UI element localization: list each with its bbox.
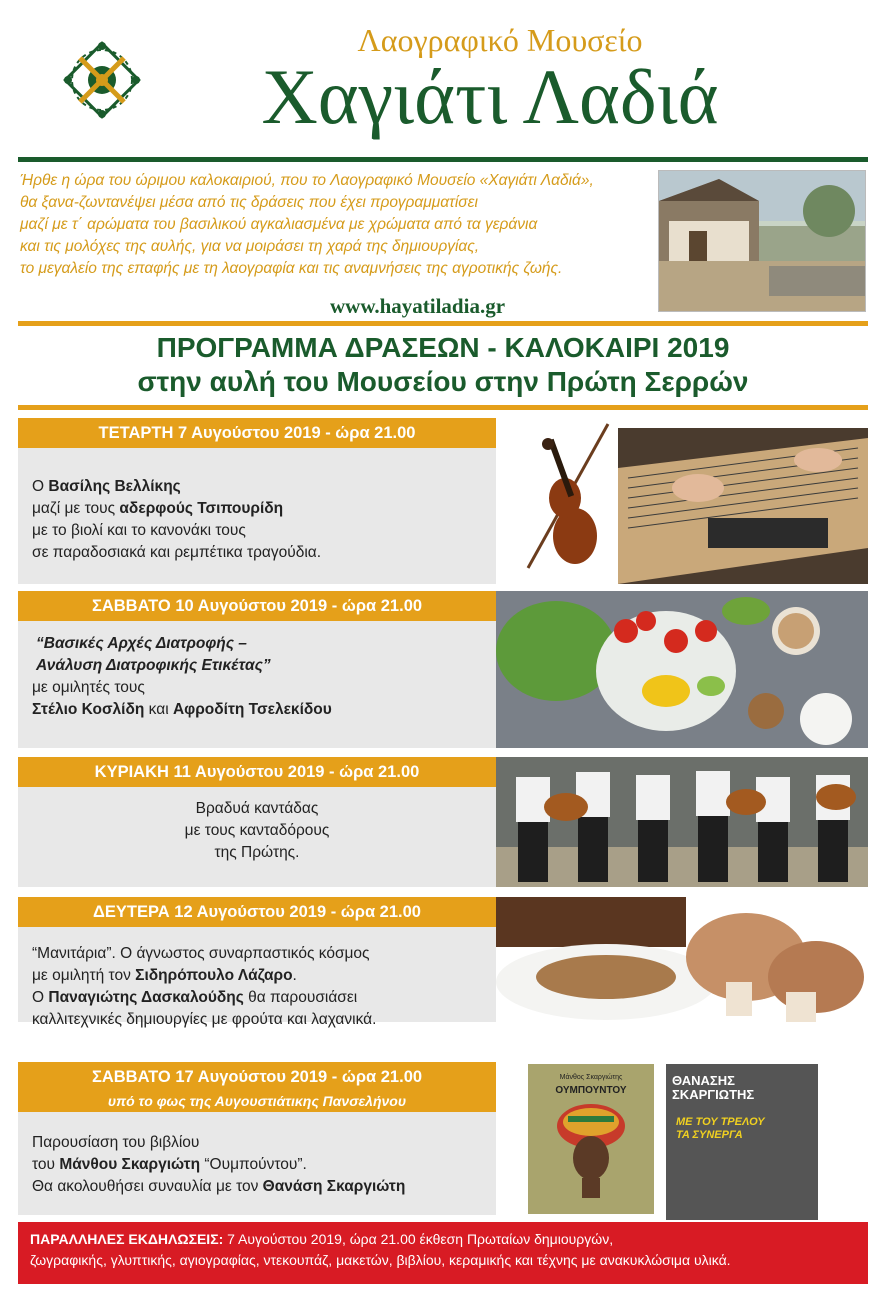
event-2-header: ΣΑΒΒΑΤΟ 10 Αυγούστου 2019 - ώρα 21.00	[18, 591, 496, 621]
book-author: ΣΚΑΡΓΙΩΤΗΣ	[672, 1087, 755, 1102]
museum-title: Χαγιάτι Λαδιά	[261, 53, 719, 140]
book-author: Μάνθος Σκαργιώτης	[559, 1074, 623, 1081]
event-line: Ο Βασίλης Βελλίκης	[32, 478, 181, 495]
event-line: μαζί με τους αδερφούς Τσιπουρίδη	[32, 500, 284, 517]
serenaders-image	[496, 757, 868, 887]
event-1-body	[18, 448, 496, 584]
intro-line: Ήρθε η ώρα του ώριμου καλοκαιριού, που το Λαογραφικό Μουσείο «Χαγιάτι Λαδιά»,	[20, 172, 594, 189]
event-4-header: ΔΕΥΤΕΡΑ 12 Αυγούστου 2019 - ώρα 21.00	[18, 897, 496, 927]
mushrooms-image	[496, 897, 868, 1024]
museum-subtitle: Λαογραφικό Μουσείο	[357, 22, 643, 58]
event-line: Ο Παναγιώτης Δασκαλούδης θα παρουσιάσει	[32, 989, 358, 1006]
event-5-body	[18, 1112, 496, 1215]
program-title-line2: στην αυλή του Μουσείου στην Πρώτη Σερρών	[137, 366, 749, 397]
divider	[18, 405, 868, 410]
event-4-body	[18, 927, 496, 1028]
program-title-line1: ΠΡΟΓΡΑΜΜΑ ΔΡΑΣΕΩΝ - ΚΑΛΟΚΑΙΡΙ 2019	[156, 332, 730, 363]
event-5-subheader: υπό το φως της Αυγουστιάτικης Πανσελήνου	[107, 1093, 407, 1109]
event-3-header: ΚΥΡΙΑΚΗ 11 Αυγούστου 2019 - ώρα 21.00	[18, 757, 496, 787]
divider	[18, 157, 868, 162]
event-line: Ανάλυση Διατροφικής Ετικέτας”	[36, 657, 271, 674]
food-image	[496, 591, 868, 748]
kanonaki-image	[618, 428, 868, 584]
divider	[18, 321, 868, 326]
museum-logo	[60, 38, 144, 122]
footer-line1: ΠΑΡΑΛΛΗΛΕΣ ΕΚΔΗΛΩΣΕΙΣ: 7 Αυγούστου 2019, ώρα 21.00 έκθεση Πρωταίων δημιουργών,	[30, 1231, 614, 1247]
event-line: Στέλιο Κοσλίδη και Αφροδίτη Τσελεκίδου	[32, 701, 332, 718]
book-title: ΜΕ ΤΟΥ ΤΡΕΛΟΥ	[676, 1116, 765, 1128]
intro-line: το μεγαλείο της επαφής με τη λαογραφία και τις αναμνήσεις της αγροτικής ζωής.	[20, 260, 563, 277]
event-line: του Μάνθου Σκαργιώτη “Ουμπούντου”.	[32, 1156, 307, 1173]
museum-painting-image	[658, 170, 866, 312]
intro-line: και τις μολόχες της αυλής, για να μοιράσει τη χαρά της δημιουργίας,	[20, 238, 480, 255]
book-tou-trelou-cover	[666, 1064, 818, 1220]
event-3-body	[18, 787, 496, 887]
program-title	[18, 331, 868, 399]
event-5-header	[18, 1062, 496, 1112]
event-line: “Βασικές Αρχές Διατροφής –	[36, 635, 247, 652]
event-line: “Μανιτάρια”. Ο άγνωστος συναρπαστικός κόσμος	[32, 945, 370, 962]
book-title: ΤΑ ΣΥΝΕΡΓΑ	[676, 1129, 743, 1141]
event-line: με ομιλητή τον Σιδηρόπουλο Λάζαρο.	[32, 967, 297, 984]
book-title: ΟΥΜΠΟΥΝΤΟΥ	[555, 1085, 627, 1096]
intro-text	[20, 170, 660, 280]
event-line: με ομιλητές τους	[32, 679, 145, 696]
intro-line: μαζί με τ΄ αρώματα του βασιλικού αγκαλιασμένα με χρώματα από τα γεράνια	[20, 216, 538, 233]
event-1-header: ΤΕΤΑΡΤΗ 7 Αυγούστου 2019 - ώρα 21.00	[18, 418, 496, 448]
event-line: καλλιτεχνικές δημιουργίες με φρούτα και λαχανικά.	[32, 1011, 377, 1028]
footer-line2: ζωγραφικής, γλυπτικής, αγιογραφίας, ντεκουπάζ, μακετών, βιβλίου, κεραμικής και τέχνης με ανακυκλώσιμα υλικά.	[30, 1252, 731, 1268]
event-line: Παρουσίαση του βιβλίου	[32, 1134, 200, 1151]
parallel-events-footer	[18, 1222, 868, 1284]
event-line: με το βιολί και το κανονάκι τους	[32, 522, 246, 539]
violin-image	[520, 418, 614, 578]
event-line: Βραδυά καντάδας	[195, 800, 319, 817]
website-link[interactable]: www.hayatiladia.gr	[330, 294, 506, 318]
event-line: σε παραδοσιακά και ρεμπέτικα τραγούδια.	[32, 544, 322, 561]
book-author: ΘΑΝΑΣΗΣ	[672, 1073, 735, 1088]
event-line: με τους κανταδόρους	[184, 822, 330, 839]
event-line: Θα ακολουθήσει συναυλία με τον Θανάση Σκαργιώτη	[32, 1178, 406, 1195]
intro-line: θα ξανα-ζωντανέψει μέσα από τις δράσεις που έχει προγραμματίσει	[20, 194, 478, 211]
event-2-body	[18, 621, 496, 748]
event-5-date: ΣΑΒΒΑΤΟ 17 Αυγούστου 2019 - ώρα 21.00	[91, 1068, 423, 1086]
event-line: της Πρώτης.	[214, 844, 300, 861]
book-oumpountou-cover	[528, 1064, 654, 1214]
